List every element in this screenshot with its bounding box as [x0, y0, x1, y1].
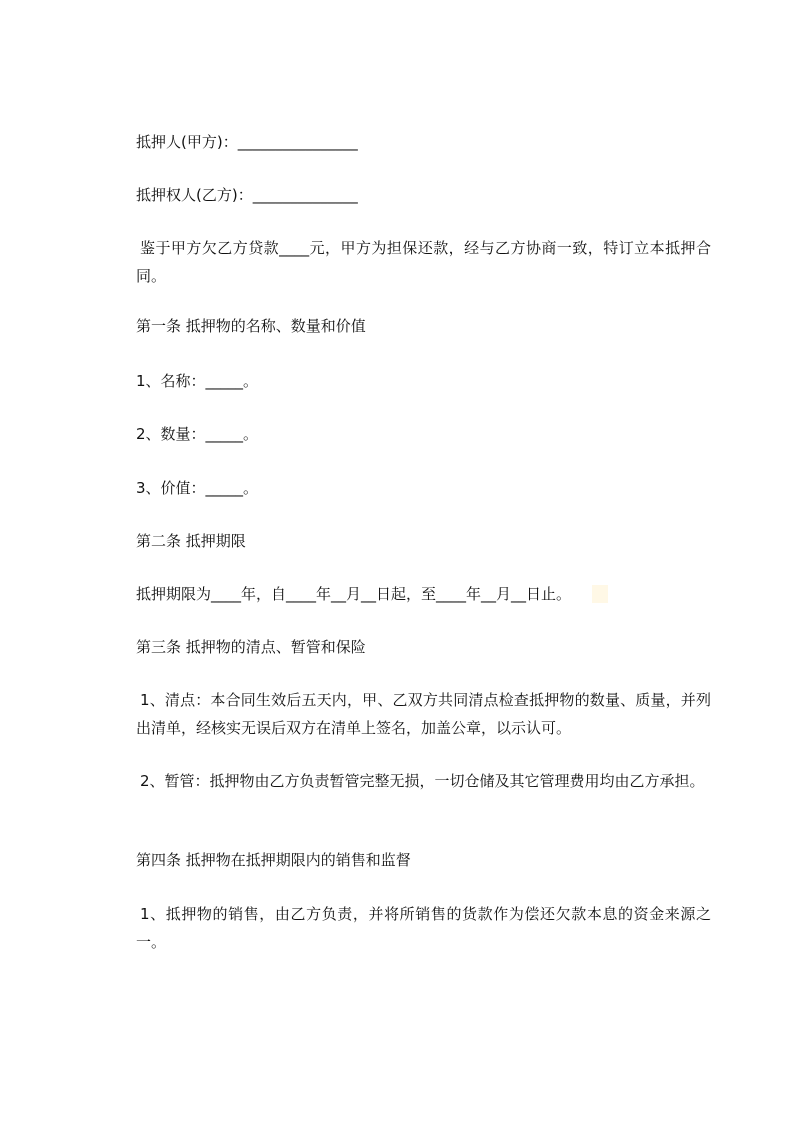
article-2-title: 第二条 抵押期限 [136, 532, 246, 550]
article-4-item-sale: 1、抵押物的销售，由乙方负责，并将所销售的货款作为偿还欠款本息的资金来源之一。 [136, 905, 711, 951]
article-3-item-count: 1、清点：本合同生效后五天内，甲、乙双方共同清点检查抵押物的数量、质量，并列出清单，经核实无误后双方在清单上签名，加盖公章，以示认可。 [136, 691, 711, 737]
article-1-item-value: 3、价值：_____。 [136, 479, 259, 497]
article-4-title: 第四条 抵押物在抵押期限内的销售和监督 [136, 851, 411, 869]
highlight-mark [592, 585, 608, 603]
party-a-line: 抵押人(甲方)：________________ [136, 133, 358, 151]
article-1-item-name: 1、名称：_____。 [136, 372, 259, 390]
article-1-item-quantity: 2、数量：_____。 [136, 425, 259, 443]
article-1-title: 第一条 抵押物的名称、数量和价值 [136, 317, 366, 335]
intro-paragraph: 鉴于甲方欠乙方贷款____元，甲方为担保还款，经与乙方协商一致，特订立本抵押合同。 [136, 239, 711, 285]
party-b-line: 抵押权人(乙方)：______________ [136, 186, 358, 204]
article-2-text: 抵押期限为____年，自____年__月__日起，至____年__月__日止。 [136, 585, 572, 603]
article-3-item-custody: 2、暂管：抵押物由乙方负责暂管完整无损，一切仓储及其它管理费用均由乙方承担。 [140, 772, 705, 790]
article-3-title: 第三条 抵押物的清点、暂管和保险 [136, 638, 366, 656]
